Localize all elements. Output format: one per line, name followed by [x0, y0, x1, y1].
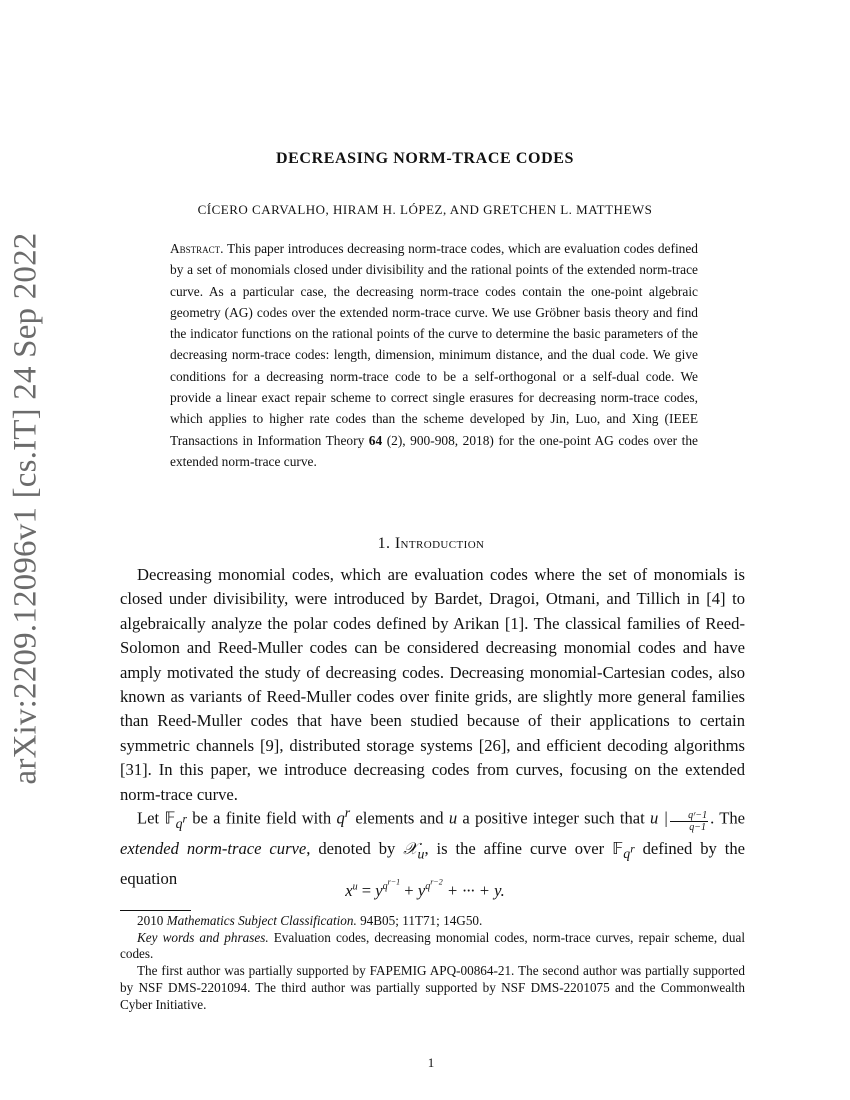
footnotes [120, 913, 745, 1013]
keywords-label: Key words and phrases. [137, 929, 269, 945]
section-number: 1. [377, 535, 391, 552]
footnote-msc [120, 913, 745, 930]
eq-y: y [375, 880, 383, 900]
field-symbol: 𝔽 [164, 808, 176, 828]
curve-symbol: 𝒳 [403, 838, 418, 858]
footnote-divider [120, 910, 191, 911]
eq-exp-exp: r−1 [387, 878, 401, 887]
eq-tail: + ··· + y. [442, 880, 505, 900]
eq-exp-exp: r−2 [430, 878, 443, 887]
section-title: Introduction [394, 535, 485, 552]
abstract [170, 238, 698, 472]
fraction [670, 810, 708, 833]
abstract-label: Abstract. [170, 241, 224, 256]
fraction-numerator: qʳ−1 [670, 810, 708, 822]
keywords: Evaluation codes, decreasing monomial codes, norm-trace curves, repair scheme, dual codes. [120, 929, 746, 962]
eq-plus: + [400, 880, 418, 900]
intro-text: a positive integer such that [457, 808, 650, 828]
msc-year: 2010 [137, 913, 167, 928]
math-r: r [344, 805, 351, 820]
abstract-text-2: (2), 900-908, 2018) for the one-point AG codes over the extended norm-trace curve. [170, 432, 698, 469]
field-sub-base: q [623, 846, 631, 862]
math-divides: u | [650, 808, 669, 828]
eq-lhs-exp: u [352, 881, 358, 893]
introduction-paragraph-1 [120, 563, 745, 807]
abstract-text-1: This paper introduces decreasing norm-trace codes, which are evaluation codes defined by a set of monomials closed under divisibility and the rational points of the extended norm-trace curve. As a particular case, the decreasing norm-trace codes contain the one-point algebraic geometry (AG) codes over the extended norm-trace curve. We use Gröbner basis theory and find the indicator functions on the rational points of the curve to determine the basic parameters of the decreasing norm-trace codes: length, dimension, minimum distance, and the dual code. We give conditions for a decreasing norm-trace code to be a self-orthogonal or a self-dual code. We provide a linear exact repair scheme to correct single erasures for decreasing norm-trace codes, which applies to higher rate codes than the scheme developed by Jin, Luo, and Xing (IEEE Transactions in Information Theory [170, 241, 698, 448]
math-q: q [336, 808, 345, 828]
field-sub-base: q [175, 815, 183, 831]
paper-title: DECREASING NORM-TRACE CODES [275, 150, 574, 167]
paper-authors: CÍCERO CARVALHO, HIRAM H. LÓPEZ, AND GRETCHEN L. MATTHEWS [197, 202, 653, 217]
field-sub-exp: r [182, 813, 187, 826]
intro-text: defined by the equation [120, 838, 746, 889]
eq-exp-base: q [382, 881, 388, 893]
fraction-denominator: q−1 [689, 821, 706, 833]
field-symbol: 𝔽 [612, 838, 624, 858]
intro-text: . The [710, 808, 746, 828]
intro-text: , denoted by [306, 838, 404, 858]
msc-label: Mathematics Subject Classification. [166, 913, 357, 928]
arxiv-sidebar-stamp [4, 231, 48, 785]
footnote-support: The first author was partially supported by FAPEMIG APQ-00864-21. The second author was partially supported by NSF DMS-2201094. The third author was partially supported by NSF DMS-2201075 and the Commonwealth Cyber Initiative. [120, 963, 745, 1012]
eq-lhs: x [345, 880, 353, 900]
intro-text: be a finite field with [186, 808, 337, 828]
intro-text: , is the affine curve over [424, 838, 613, 858]
math-u: u [448, 808, 458, 828]
intro-para-1: Decreasing monomial codes, which are evaluation codes where the set of monomials is closed under divisibility, were introduced by Bardet, Dragoi, Otmani, and Tillich in [4] to algebraically analyze the polar codes defined by Arikan [1]. The classical families of Reed-Solomon and Reed-Muller codes can be considered decreasing monomial codes and have amply motivated the study of decreasing codes. Decreasing monomial-Cartesian codes, also known as variants of Reed-Muller codes over finite grids, are slightly more general families than Reed-Muller codes that have been studied because of their applications to certain symmetric channels [9], distributed storage systems [26], and efficient decoding algorithms [31]. In this paper, we introduce decreasing codes from curves, focusing on the extended norm-trace curve. [120, 565, 745, 804]
abstract-volume: 64 [368, 432, 383, 448]
field-sub-exp: r [630, 843, 635, 856]
msc-codes: 94B05; 11T71; 14G50. [356, 913, 483, 928]
arxiv-identifier: arXiv:2209.12096v1 [cs.IT] 24 Sep 2022 [7, 231, 44, 785]
page-number: 1 [427, 1055, 435, 1070]
curve-name: extended norm-trace curve [120, 838, 307, 858]
eq-y: y [417, 880, 426, 900]
curve-equation [0, 878, 850, 901]
curve-subscript: u [417, 846, 425, 862]
intro-text: Let [137, 808, 165, 828]
eq-sign: = [357, 880, 376, 900]
intro-text: elements and [350, 808, 449, 828]
eq-exp-base: q [425, 881, 431, 893]
section-heading [0, 535, 850, 553]
footnote-keywords [120, 930, 745, 963]
